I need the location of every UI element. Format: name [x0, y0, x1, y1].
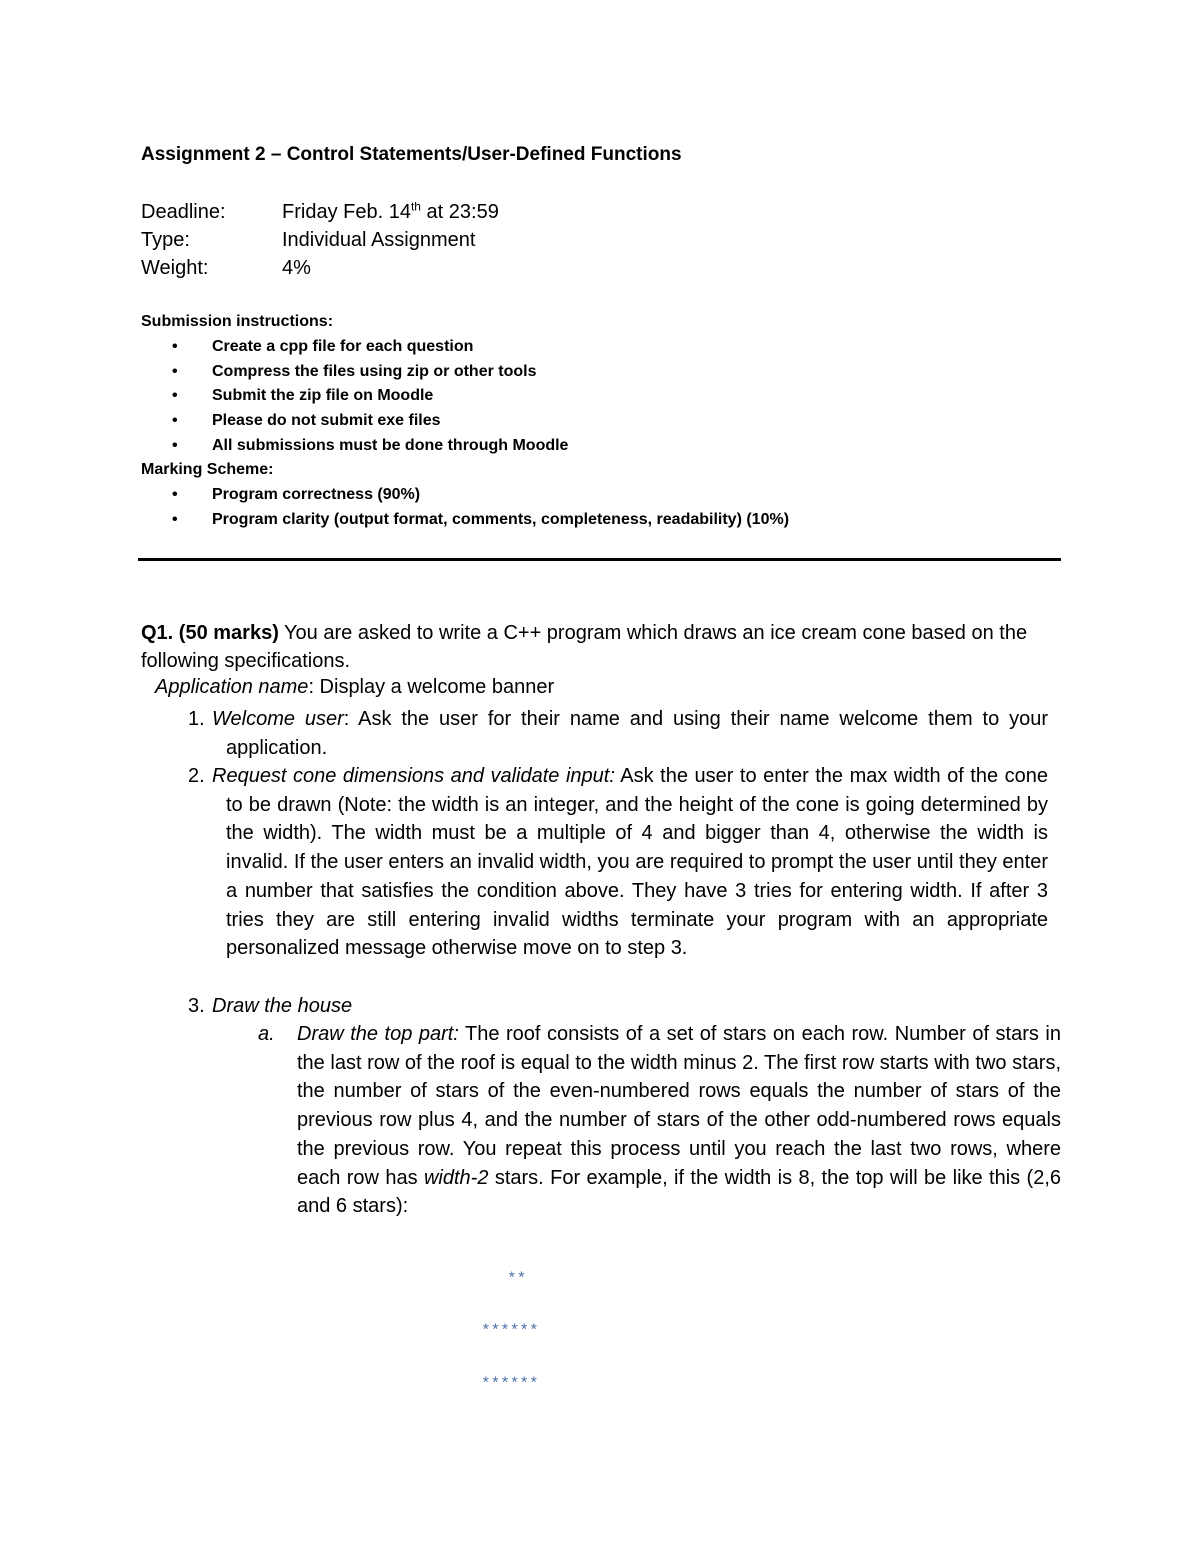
- star-row: ******: [481, 1322, 539, 1340]
- bullet-icon: •: [172, 412, 178, 429]
- weight-value: 4%: [282, 257, 311, 279]
- submission-heading: Submission instructions:: [141, 313, 334, 330]
- step-3: 3. Draw the house: [188, 995, 353, 1017]
- bullet-icon: •: [172, 338, 178, 355]
- marking-item: • Program correctness (90%): [172, 486, 421, 503]
- type-label: Type:: [141, 229, 190, 251]
- submission-item: • Please do not submit exe files: [172, 412, 441, 429]
- step-1: 1. Welcome user: Ask the user for their name and using their name welcome them to your application.: [188, 708, 1048, 759]
- marking-heading: Marking Scheme:: [141, 461, 274, 478]
- submission-item: • Create a cpp file for each question: [172, 338, 474, 355]
- step-2: 2. Request cone dimensions and validate input: Ask the user to enter the max width of the cone to be drawn (Note: the width is an integer, and the height of the cone is going determined by the width). The width must be a multiple of 4 and bigger than 4, otherwise the width is invalid. If the user enters an invalid width, you are required to prompt the user until they enter a number that satisfies the condition above. They have 3 tries for entering width. If after 3 tries they are still entering invalid widths terminate your program with an appropriate personalized message otherwise move on to step 3.: [188, 765, 1048, 960]
- bullet-icon: •: [172, 437, 178, 454]
- bullet-icon: •: [172, 363, 178, 380]
- marking-item: • Program clarity (output format, comments, completeness, readability) (10%): [172, 511, 790, 528]
- star-row: **: [507, 1270, 527, 1288]
- type-value: Individual Assignment: [282, 229, 476, 251]
- deadline-label: Deadline:: [141, 201, 226, 223]
- assignment-title: Assignment 2 – Control Statements/User-Defined Functions: [141, 144, 682, 165]
- star-row: ******: [481, 1375, 539, 1393]
- submission-item: • All submissions must be done through Moodle: [172, 437, 569, 454]
- submission-item: • Compress the files using zip or other tools: [172, 363, 537, 380]
- application-name-line: Application name: Display a welcome banner: [155, 676, 555, 698]
- horizontal-divider: [138, 558, 1061, 561]
- weight-label: Weight:: [141, 257, 209, 279]
- bullet-icon: •: [172, 486, 178, 503]
- q1-label: Q1. (50 marks): [141, 622, 279, 644]
- submission-item: • Submit the zip file on Moodle: [172, 387, 434, 404]
- bullet-icon: •: [172, 511, 178, 528]
- bullet-icon: •: [172, 387, 178, 404]
- step-3a: a. Draw the top part: The roof consists of a set of stars on each row. Number of stars in the last row of the roof is equal to the width minus 2. The first row starts with two stars, the number of stars of the even-numbered rows equals the number of stars of the previous row plus 4, and the number of stars of the other odd-numbered rows equals the previous row. You repeat this process until you reach the last two rows, where each row has width-2 stars. For example, if the width is 8, the top will be like this (2,6 and 6 stars):: [258, 1023, 1062, 1218]
- q1-intro: Q1. (50 marks) You are asked to write a C++ program which draws an ice cream cone based on the following specifications.: [141, 622, 1028, 672]
- deadline-value: Friday Feb. 14th at 23:59: [282, 199, 499, 223]
